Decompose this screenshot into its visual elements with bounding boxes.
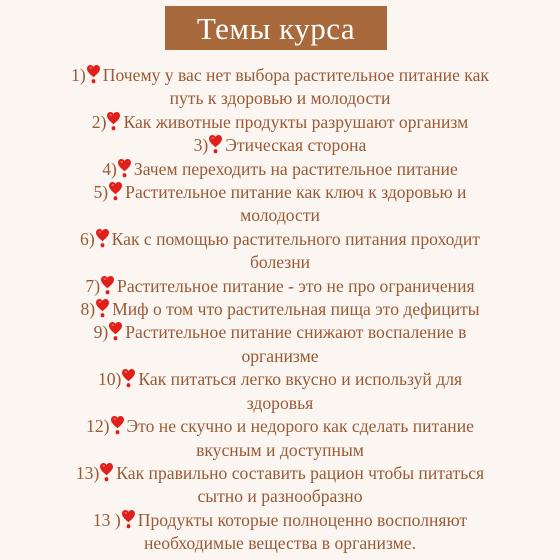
topic-text: Как с помощью растительного питания проходит [111,228,480,249]
topic-text: Продукты которые полноценно восполняют [137,509,468,530]
topic-item [0,111,560,134]
topic-text: Растительное питание как ключ к здоровью и [125,182,467,203]
topic-text: вкусным и доступным [196,439,364,460]
topic-text: молодости [240,205,320,226]
heavy-heart-exclamation-icon [99,462,114,482]
topic-number: 5) [93,182,109,203]
heavy-heart-exclamation-icon [121,368,136,388]
topic-item [0,275,560,298]
heavy-heart-exclamation-icon [108,321,123,341]
topic-number: 10) [97,369,122,390]
topic-text: Как правильно составить рацион чтобы питаться [116,462,485,483]
topic-number: 1) [71,65,86,85]
topic-item-continuation [0,485,560,508]
topic-item-continuation [0,392,560,415]
topic-number: 9) [93,322,109,343]
heavy-heart-exclamation-icon [95,298,110,318]
topic-item-continuation [0,345,560,368]
heavy-heart-exclamation-icon [95,228,110,248]
topic-item [0,321,560,344]
topic-number: 13 ) [92,509,121,530]
topic-item [0,64,560,87]
heavy-heart-exclamation-icon [86,64,101,84]
topic-item [0,228,560,251]
topic-text: болезни [249,252,311,273]
topic-item-continuation [0,204,560,227]
topic-list [0,64,560,556]
topic-text: Растительное питание снижают воспаление в [125,322,467,343]
topic-item-continuation [0,87,560,110]
title-banner [165,6,387,50]
topic-text: Растительное питание - это не про ограничения [117,275,475,296]
topic-text: Зачем переходить на растительное питание [133,158,458,179]
topic-item [0,462,560,485]
topic-text: необходимые вещества в организме. [143,533,417,554]
topic-text: сытно и разнообразно [197,486,363,507]
heavy-heart-exclamation-icon [208,134,223,154]
topic-number: 13) [75,462,100,483]
topic-item-continuation [0,532,560,555]
topic-item [0,509,560,532]
topic-text: Это не скучно и недорого как сделать питание [126,416,474,437]
heavy-heart-exclamation-icon [110,415,125,435]
topic-number: 3) [193,135,209,156]
topic-text: Миф о том что растительная пища это дефициты [112,299,480,320]
topic-item [0,415,560,438]
topic-text: путь к здоровью и молодости [169,88,391,109]
topic-item [0,368,560,391]
heavy-heart-exclamation-icon [106,111,121,131]
heavy-heart-exclamation-icon [108,181,123,201]
heavy-heart-exclamation-icon [121,509,136,529]
topic-text: Как животные продукты разрушают организм [123,111,469,132]
page-title: Темы курса [196,10,356,46]
topic-item [0,298,560,321]
heavy-heart-exclamation-icon [117,158,132,178]
topic-text: Как питаться легко вкусно и используй для [138,369,463,390]
topic-number: 2) [91,111,107,132]
topic-text: Этическая сторона [225,135,367,156]
topic-item [0,134,560,157]
topic-text: здоровья [246,392,314,413]
topic-item-continuation [0,439,560,462]
heavy-heart-exclamation-icon [100,275,115,295]
topic-item [0,181,560,204]
topic-number: 8) [80,299,96,320]
topic-number: 12) [86,416,110,437]
topic-item [0,158,560,181]
topic-text: организме [241,345,319,366]
topic-item-continuation [0,251,560,274]
topic-number: 4) [102,158,117,179]
topic-number: 7) [85,275,101,296]
topic-text: Почему у вас нет выбора растительное питание как [102,65,489,85]
topic-number: 6) [80,228,95,249]
